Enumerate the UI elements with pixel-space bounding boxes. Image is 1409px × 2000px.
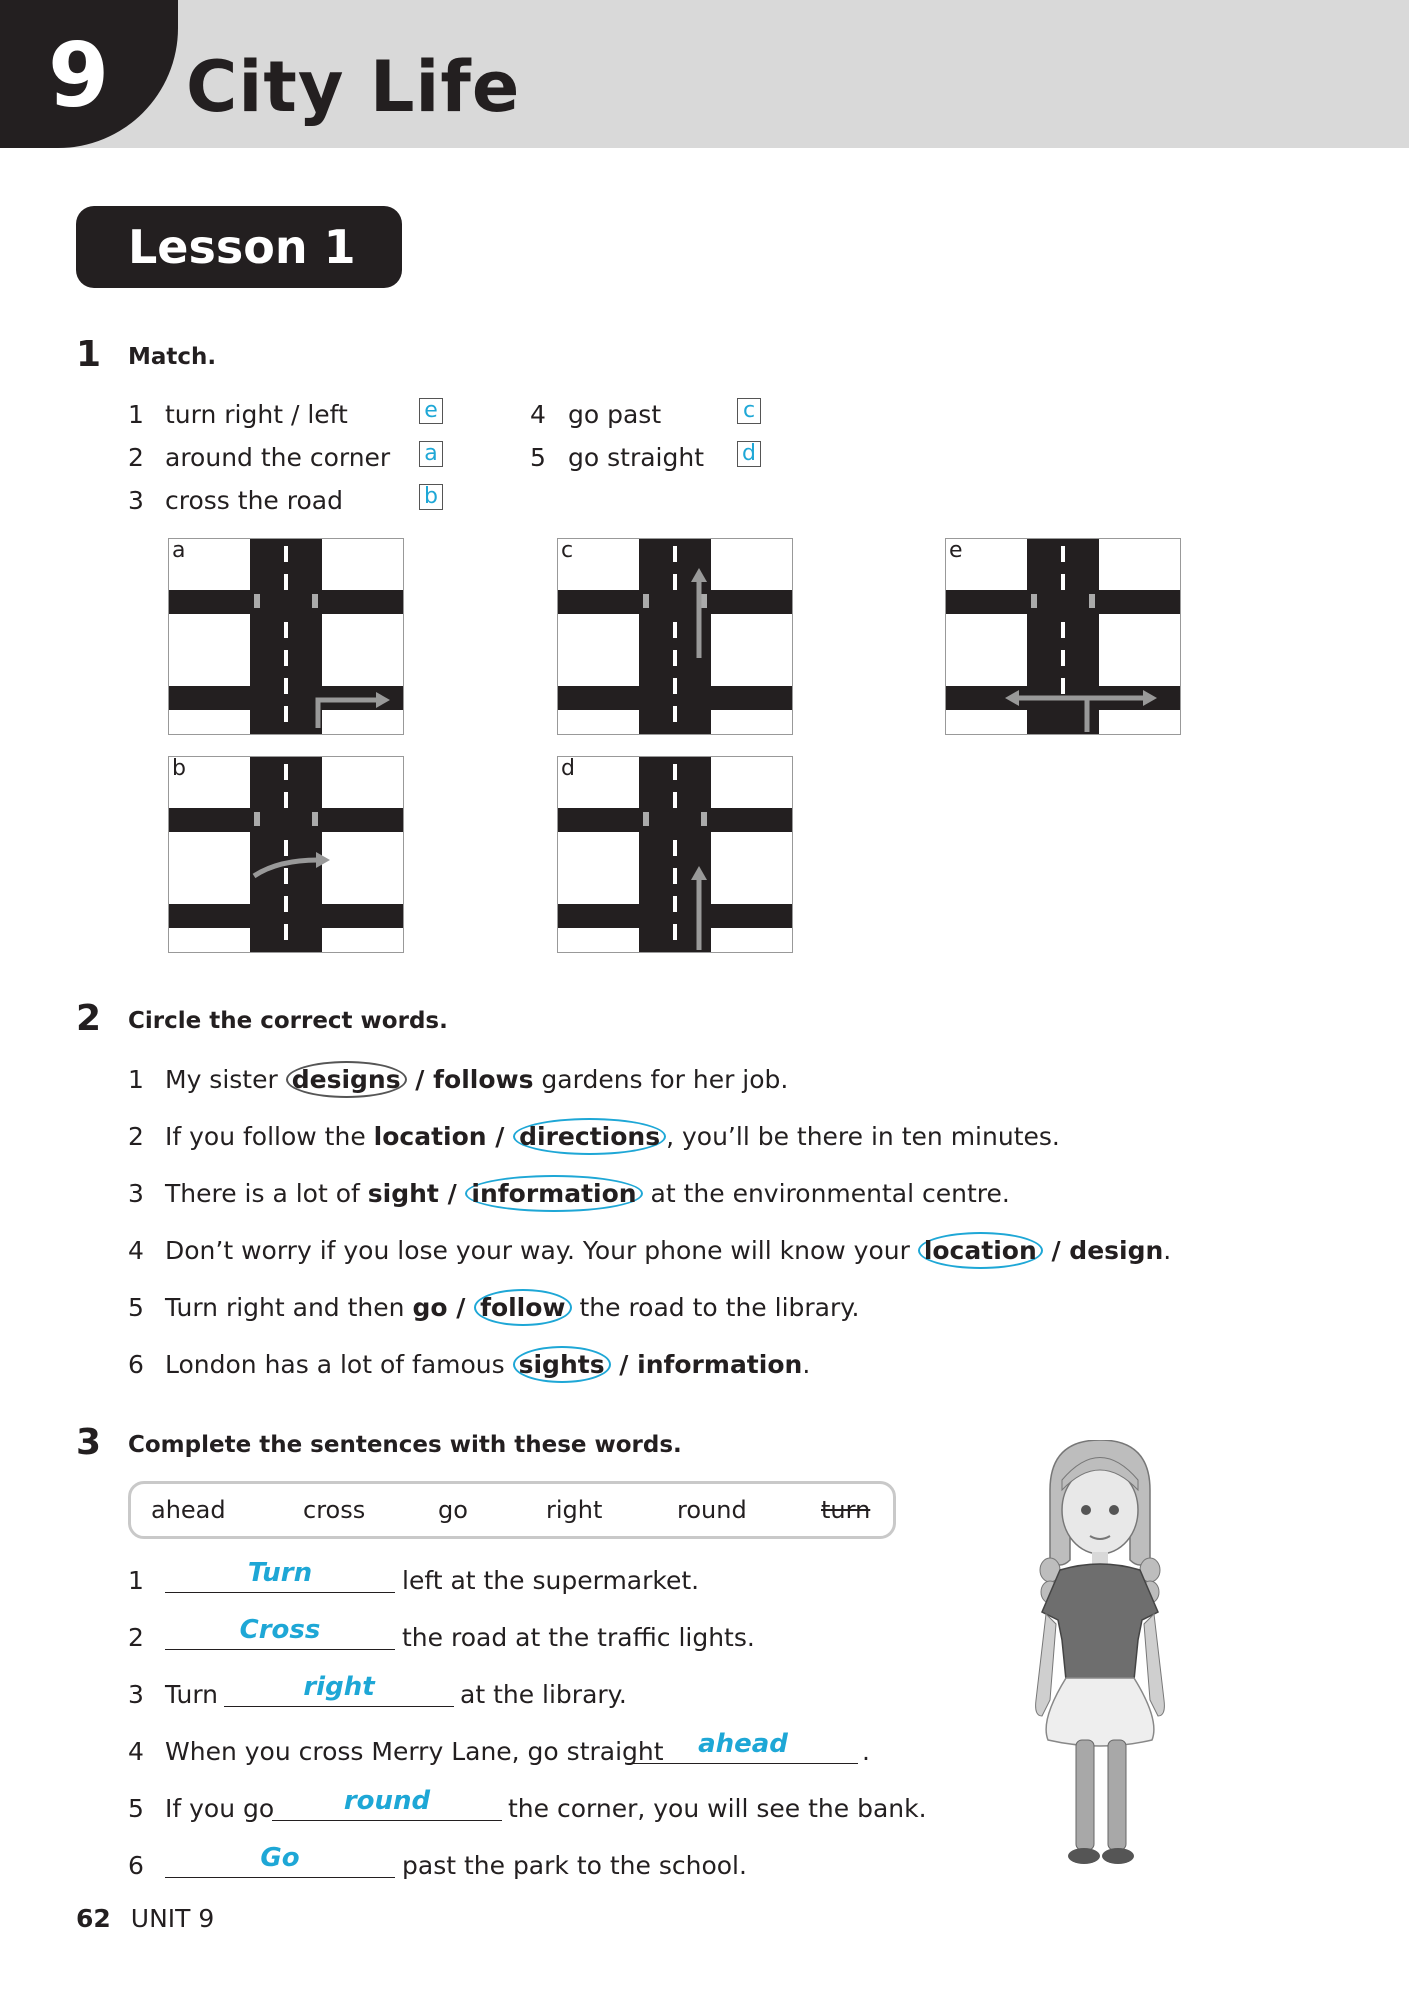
word-bank-item: right bbox=[546, 1496, 603, 1524]
option-2[interactable]: directions bbox=[513, 1118, 666, 1155]
option-2[interactable]: design bbox=[1069, 1236, 1164, 1265]
sentence-post: the corner, you will see the bank. bbox=[508, 1794, 927, 1823]
match-item-text: cross the road bbox=[165, 486, 343, 515]
answer-text: Cross bbox=[239, 1615, 321, 1645]
road-diagram-svg bbox=[557, 756, 793, 953]
diagram-letter: e bbox=[949, 540, 969, 562]
sentence-num: 3 bbox=[128, 1179, 144, 1208]
sentence-pre: Don’t worry if you lose your way. Your phone will know your bbox=[165, 1236, 918, 1265]
lesson-badge bbox=[76, 206, 402, 288]
road-diagram-svg bbox=[945, 538, 1181, 735]
sentence-post: the road to the library. bbox=[571, 1293, 860, 1322]
exercise-1-number: 1 bbox=[76, 334, 102, 375]
sentence-post: gardens for her job. bbox=[533, 1065, 789, 1094]
page-number: 62 bbox=[76, 1904, 111, 1933]
option-separator: / bbox=[1042, 1236, 1070, 1265]
answer-text: Go bbox=[260, 1843, 300, 1873]
match-answer-box[interactable]: b bbox=[419, 484, 443, 510]
diagram-letter: d bbox=[561, 758, 581, 780]
sentence-num: 1 bbox=[128, 1065, 144, 1094]
road-diagram-a bbox=[168, 538, 404, 735]
option-1[interactable]: sights bbox=[513, 1346, 611, 1383]
sentence-num: 2 bbox=[128, 1122, 144, 1151]
option-separator: / bbox=[447, 1293, 475, 1322]
exercise-1-title: Match. bbox=[128, 344, 217, 370]
match-answer-box[interactable]: c bbox=[737, 398, 761, 424]
footer-unit: UNIT 9 bbox=[130, 1904, 215, 1933]
option-separator: / bbox=[486, 1122, 514, 1151]
road-diagram-svg bbox=[168, 538, 404, 735]
option-separator: / bbox=[610, 1350, 638, 1379]
match-item-text: around the corner bbox=[165, 443, 391, 472]
match-item-num: 1 bbox=[128, 400, 144, 429]
word-bank bbox=[128, 1481, 896, 1539]
sentence-num: 5 bbox=[128, 1293, 144, 1322]
sentence-pre: Turn bbox=[165, 1680, 219, 1709]
option-2[interactable]: information bbox=[637, 1350, 803, 1379]
sentence-num: 6 bbox=[128, 1851, 144, 1880]
road-diagram-svg bbox=[557, 538, 793, 735]
lesson-label: Lesson 1 bbox=[128, 220, 356, 274]
road-diagram-d bbox=[557, 756, 793, 953]
circle-sentence bbox=[165, 1179, 1010, 1208]
circle-sentence bbox=[165, 1236, 1171, 1265]
sentence-post: left at the supermarket. bbox=[402, 1566, 700, 1595]
option-1[interactable]: sight bbox=[367, 1179, 439, 1208]
match-answer-box[interactable]: a bbox=[419, 441, 443, 467]
circle-sentence bbox=[165, 1122, 1060, 1151]
sentence-num: 4 bbox=[128, 1737, 144, 1766]
exercise-2-number: 2 bbox=[76, 998, 102, 1039]
match-item-num: 3 bbox=[128, 486, 144, 515]
match-answer-box[interactable]: e bbox=[419, 398, 443, 424]
word-bank-item: round bbox=[677, 1496, 747, 1524]
road-diagram-svg bbox=[168, 756, 404, 953]
sentence-pre: There is a lot of bbox=[165, 1179, 368, 1208]
girl-illustration bbox=[1010, 1440, 1190, 1880]
match-item-text: go past bbox=[568, 400, 662, 429]
exercise-2-title: Circle the correct words. bbox=[128, 1008, 448, 1034]
option-2[interactable]: follow bbox=[474, 1289, 571, 1326]
word-bank-item: ahead bbox=[151, 1496, 226, 1524]
sentence-post: . bbox=[1163, 1236, 1172, 1265]
sentence-post: past the park to the school. bbox=[402, 1851, 747, 1880]
match-item-num: 4 bbox=[530, 400, 546, 429]
option-separator: / bbox=[406, 1065, 434, 1094]
diagram-letter: b bbox=[172, 758, 192, 780]
option-1[interactable]: location bbox=[373, 1122, 487, 1151]
exercise-3-number: 3 bbox=[76, 1422, 102, 1463]
page-footer bbox=[76, 1904, 214, 1933]
word-bank-item: cross bbox=[303, 1496, 366, 1524]
sentence-post: . bbox=[802, 1350, 811, 1379]
sentence-pre: When you cross Merry Lane, go straight bbox=[165, 1737, 664, 1766]
diagram-letter: c bbox=[561, 540, 581, 562]
word-bank-item-used: turn bbox=[821, 1496, 871, 1524]
option-separator: / bbox=[438, 1179, 466, 1208]
option-1[interactable]: location bbox=[918, 1232, 1043, 1269]
sentence-pre: Turn right and then bbox=[165, 1293, 413, 1322]
sentence-post: at the environmental centre. bbox=[642, 1179, 1010, 1208]
sentence-pre: London has a lot of famous bbox=[165, 1350, 513, 1379]
sentence-num: 6 bbox=[128, 1350, 144, 1379]
answer-text: round bbox=[343, 1786, 431, 1816]
circle-sentence bbox=[165, 1293, 859, 1322]
sentence-num: 1 bbox=[128, 1566, 144, 1595]
option-1[interactable]: go bbox=[412, 1293, 448, 1322]
option-2[interactable]: follows bbox=[433, 1065, 534, 1094]
match-item-text: go straight bbox=[568, 443, 704, 472]
road-diagram-e bbox=[945, 538, 1181, 735]
diagram-letter: a bbox=[172, 540, 192, 562]
sentence-post: . bbox=[862, 1737, 870, 1766]
road-diagram-b bbox=[168, 756, 404, 953]
unit-number: 9 bbox=[48, 24, 110, 127]
match-item-num: 5 bbox=[530, 443, 546, 472]
option-2[interactable]: information bbox=[465, 1175, 642, 1212]
answer-text: ahead bbox=[698, 1729, 788, 1759]
sentence-pre: My sister bbox=[165, 1065, 286, 1094]
sentence-num: 2 bbox=[128, 1623, 144, 1652]
exercise-3-title: Complete the sentences with these words. bbox=[128, 1432, 682, 1458]
word-bank-item: go bbox=[438, 1496, 468, 1524]
circle-sentence bbox=[165, 1065, 788, 1094]
sentence-num: 3 bbox=[128, 1680, 144, 1709]
sentence-num: 5 bbox=[128, 1794, 144, 1823]
sentence-post: at the library. bbox=[460, 1680, 627, 1709]
sentence-pre: If you go bbox=[165, 1794, 275, 1823]
unit-title: City Life bbox=[186, 46, 521, 128]
sentence-post: the road at the traffic lights. bbox=[402, 1623, 755, 1652]
answer-text: Turn bbox=[247, 1558, 313, 1588]
answer-text: right bbox=[303, 1672, 375, 1702]
option-1[interactable]: designs bbox=[286, 1061, 407, 1098]
match-answer-box[interactable]: d bbox=[737, 441, 761, 467]
sentence-post: , you’ll be there in ten minutes. bbox=[666, 1122, 1060, 1151]
match-item-num: 2 bbox=[128, 443, 144, 472]
circle-sentence bbox=[165, 1350, 810, 1379]
road-diagram-c bbox=[557, 538, 793, 735]
match-item-text: turn right / left bbox=[165, 400, 348, 429]
sentence-pre: If you follow the bbox=[165, 1122, 374, 1151]
sentence-num: 4 bbox=[128, 1236, 144, 1265]
